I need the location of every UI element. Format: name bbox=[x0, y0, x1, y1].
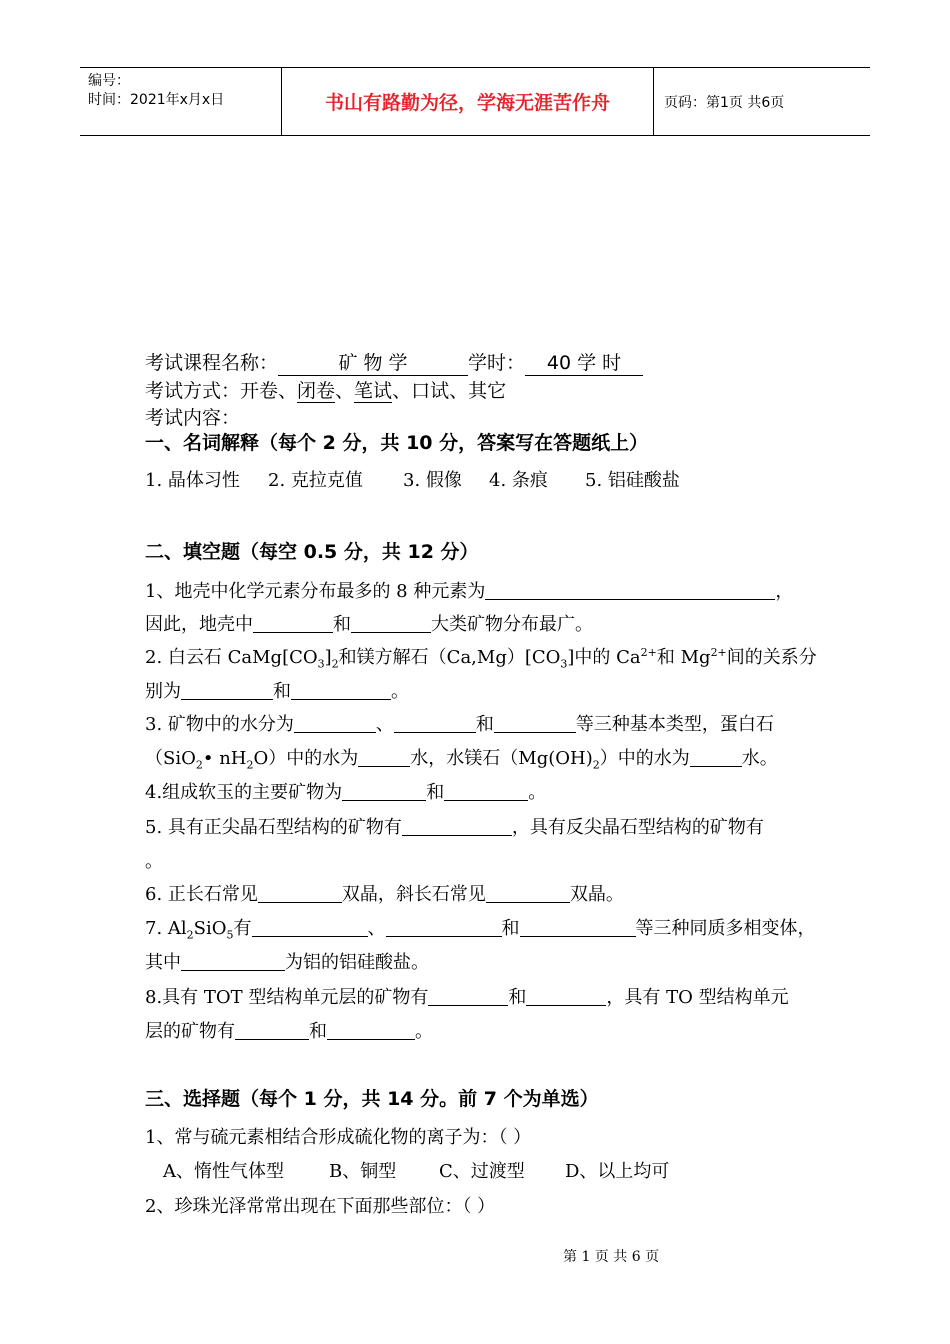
blank[interactable] bbox=[327, 1021, 415, 1040]
q3-1: 1、常与硫元素相结合形成硫化物的离子为：（ ） bbox=[145, 1127, 532, 1148]
mode-closed: 闭卷 bbox=[297, 380, 336, 402]
q2-4: 4.组成软玉的主要矿物为 和 。 bbox=[145, 782, 547, 803]
blank[interactable] bbox=[294, 714, 376, 733]
q2-7b: 其中 为铝的铝硅酸盐。 bbox=[145, 952, 429, 973]
q2-1a: 1、地壳中化学元素分布最多的 8 种元素为 ， bbox=[145, 581, 794, 602]
q2-5a: 5. 具有正尖晶石型结构的矿物有 ，具有反尖晶石型结构的矿物有 bbox=[145, 817, 764, 838]
header-table bbox=[80, 67, 870, 136]
q3-1-options bbox=[163, 1157, 669, 1183]
section2-title: 二、填空题（每空 0.5 分，共 12 分） bbox=[145, 541, 479, 563]
option-b[interactable]: B、铜型 bbox=[329, 1161, 397, 1182]
blank[interactable] bbox=[402, 817, 512, 836]
blank[interactable] bbox=[291, 681, 391, 700]
exam-mode: 考试方式：开卷、闭卷、笔试、口试、其它 bbox=[145, 380, 507, 402]
blank[interactable] bbox=[351, 614, 431, 633]
blank[interactable] bbox=[690, 748, 742, 767]
option-a[interactable]: A、惰性气体型 bbox=[163, 1161, 284, 1182]
blank[interactable] bbox=[486, 884, 570, 903]
blank[interactable] bbox=[235, 1021, 309, 1040]
code-label: 编号： bbox=[88, 73, 130, 89]
q2-3a: 3. 矿物中的水分为 、 和 等三种基本类型，蛋白石 bbox=[145, 714, 774, 735]
blank[interactable] bbox=[394, 714, 476, 733]
page-footer: 第 1 页 共 6 页 bbox=[563, 1249, 660, 1265]
q2-3b: （SiO$_2$• $nH_2O$）中的水为 水，水镁石$(Mg(OH)_2)$中的水为 水。 bbox=[145, 748, 778, 772]
blank[interactable] bbox=[181, 681, 273, 700]
mode-written: 笔试 bbox=[354, 380, 393, 402]
q2-7a: 7. $Al_2SiO_5$有 、 和 等三种同质多相变体， bbox=[145, 918, 816, 942]
q2-2b: 别为 和 。 bbox=[145, 681, 409, 702]
section3-title: 三、选择题（每个 1 分，共 14 分。前 7 个为单选） bbox=[145, 1088, 599, 1110]
q2-6: 6. 正长石常见 双晶，斜长石常见 双晶。 bbox=[145, 884, 624, 905]
term-3: 3. 假像 bbox=[403, 470, 462, 491]
header-info bbox=[80, 68, 282, 135]
section1-title: 一、名词解释（每个 2 分，共 10 分，答案写在答题纸上） bbox=[145, 432, 649, 454]
blank[interactable] bbox=[358, 748, 410, 767]
option-d[interactable]: D、以上均可 bbox=[565, 1161, 670, 1182]
blank[interactable] bbox=[386, 918, 502, 937]
blank[interactable] bbox=[494, 714, 576, 733]
q2-1b: 因此，地壳中 和 大类矿物分布最广。 bbox=[145, 614, 593, 635]
q3-2: 2、珍珠光泽常常出现在下面那些部位：（ ） bbox=[145, 1196, 496, 1217]
section1-terms bbox=[145, 466, 680, 492]
blank[interactable] bbox=[342, 782, 426, 801]
blank[interactable] bbox=[252, 918, 368, 937]
term-5: 5. 铝硅酸盐 bbox=[585, 470, 680, 491]
q2-8a: 8.具有 TOT 型结构单元层的矿物有 和 ，具有 TO 型结构单元 bbox=[145, 987, 789, 1008]
blank[interactable] bbox=[181, 952, 285, 971]
blank[interactable] bbox=[520, 918, 636, 937]
q2-8b: 层的矿物有 和 。 bbox=[145, 1021, 433, 1042]
course-name: 矿 物 学 bbox=[278, 348, 468, 376]
blank[interactable] bbox=[258, 884, 342, 903]
term-4: 4. 条痕 bbox=[489, 470, 548, 491]
q2-2a: 2. 白云石 $CaMg[CO_3]_2$和镁方解石$(Ca,Mg)[CO_3]$中的 $Ca^{2+}$和 $Mg^{2+}$间的关系分 bbox=[145, 646, 817, 671]
term-1: 1. 晶体习性 bbox=[145, 470, 240, 491]
term-2: 2. 克拉克值 bbox=[268, 470, 363, 491]
blank[interactable] bbox=[485, 581, 775, 600]
course-hours: 40 学 时 bbox=[525, 348, 643, 376]
blank[interactable] bbox=[444, 782, 528, 801]
blank[interactable] bbox=[526, 987, 606, 1006]
blank[interactable] bbox=[253, 614, 333, 633]
blank[interactable] bbox=[428, 987, 508, 1006]
page-label: 页码：第1页 共6页 bbox=[664, 94, 785, 111]
time-label: 时间：2021年x月x日 bbox=[88, 92, 225, 108]
motto: 书山有路勤为径，学海无涯苦作舟 bbox=[282, 68, 654, 135]
q2-5b: 。 bbox=[145, 851, 163, 872]
option-c[interactable]: C、过渡型 bbox=[439, 1161, 525, 1182]
course-line: 考试课程名称： 矿 物 学 学时： 40 学 时 bbox=[145, 348, 643, 376]
content-label: 考试内容： bbox=[145, 407, 241, 429]
